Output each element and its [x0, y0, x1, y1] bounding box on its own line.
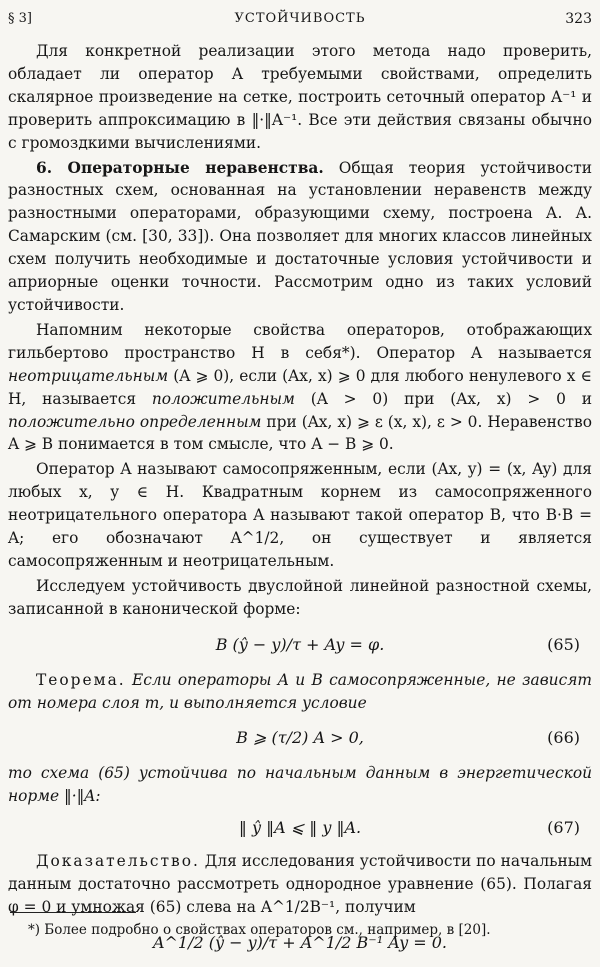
page-number: 323 — [565, 11, 592, 27]
text-fragment: при (Ax, x) ⩾ ε (x, x), ε > 0. Неравенство A ⩾ B понимается в том смысле, что A − B ⩾ 0. — [8, 412, 592, 454]
footnote-divider — [10, 912, 136, 913]
equation-67 — [8, 808, 592, 848]
equation-body: B (ŷ − y)/τ + Ay = φ. — [215, 634, 385, 654]
paragraph-canonical-form: Исследуем устойчивость двуслойной линейной разностной схемы, записанной в канонической форме: — [8, 576, 592, 618]
paragraph-method-check: Для конкретной реализации этого метода надо проверить, обладает ли оператор A требуемыми свойствами, определить скалярное произведение на сетке, построить сеточный оператор A⁻¹ и проверить аппроксимацию в ‖·‖A⁻¹. Все эти действия связаны обычно с громоздкими вычислениями. — [8, 42, 592, 152]
term-nonnegative: неотрицательным — [8, 366, 169, 385]
equation-number: (65) — [547, 634, 580, 654]
proof-label: Доказательство. — [36, 852, 200, 871]
equation-body: A^1/2 (ŷ − y)/τ + A^1/2 B⁻¹ Ay = 0. — [152, 933, 448, 952]
section-marker: § 3] — [8, 11, 32, 26]
paragraph-theorem — [8, 669, 592, 715]
equation-number: (66) — [547, 728, 580, 748]
text-fragment: (A > 0) при (Ax, x) > 0 и — [310, 389, 592, 408]
term-positive: положительным — [151, 389, 295, 408]
term-positive-definite: положительно определенным — [8, 412, 262, 431]
paragraph-self-adjoint: Оператор A называют самосопряженным, если (Ax, y) = (x, Ay) для любых x, y ∈ H. Квадратным корнем из самосопряженного неотрицательного оператора A называют такой оператор B, что B·B = A; его обозначают A^1/2, он существует и является самосопряженным и неотрицательным. — [8, 460, 592, 570]
theorem-statement: Если операторы A и B самосопряженные, не зависят от номера слоя m, и выполняется условие — [8, 670, 592, 712]
paragraph-operator-inequalities — [8, 157, 592, 317]
running-header — [8, 6, 592, 32]
theorem-continuation: то схема (65) устойчива по начальным данным в энергетической норме ‖·‖A: — [8, 764, 592, 806]
section-heading: 6. Операторные неравенства. — [36, 158, 324, 177]
running-title: УСТОЙЧИВОСТЬ — [234, 11, 366, 26]
equation-number: (67) — [547, 818, 580, 838]
equation-66 — [8, 714, 592, 762]
equation-body: ‖ ŷ ‖A ⩽ ‖ y ‖A. — [238, 818, 362, 838]
theorem-label: Теорема. — [36, 670, 126, 689]
equation-65 — [8, 621, 592, 669]
paragraph-operator-properties — [8, 319, 592, 456]
text-fragment: Напомним некоторые свойства операторов, отображающих гильбертово пространство H в себя*). Оператор A называется — [8, 320, 592, 362]
footnote: *) Более подробно о свойствах операторов см., например, в [20]. — [28, 922, 491, 938]
proof-text: Для исследования устойчивости по начальным данным достаточно рассмотреть однородное уравнение (65). Полагая φ = 0 и умножая (65) слева на A^1/2B⁻¹, получим — [8, 852, 592, 917]
page-body — [8, 40, 592, 967]
paragraph-proof — [8, 850, 592, 919]
equation-body: B ⩾ (τ/2) A > 0, — [236, 728, 364, 748]
paragraph-text: Общая теория устойчивости разностных схем, основанная на установлении неравенств между разностными операторами, образующими схему, построена А. А. Самарским (см. [30, 33]). Она позволяет для многих классов линейных схем получить необходимые и достаточные условия устойчивости и априорные оценки точности. Рассмотрим одно из таких условий устойчивости. — [8, 158, 592, 314]
text-fragment: (A ⩾ 0), если (Ax, x) ⩾ 0 для любого ненулевого x ∈ H, называется — [8, 366, 592, 408]
